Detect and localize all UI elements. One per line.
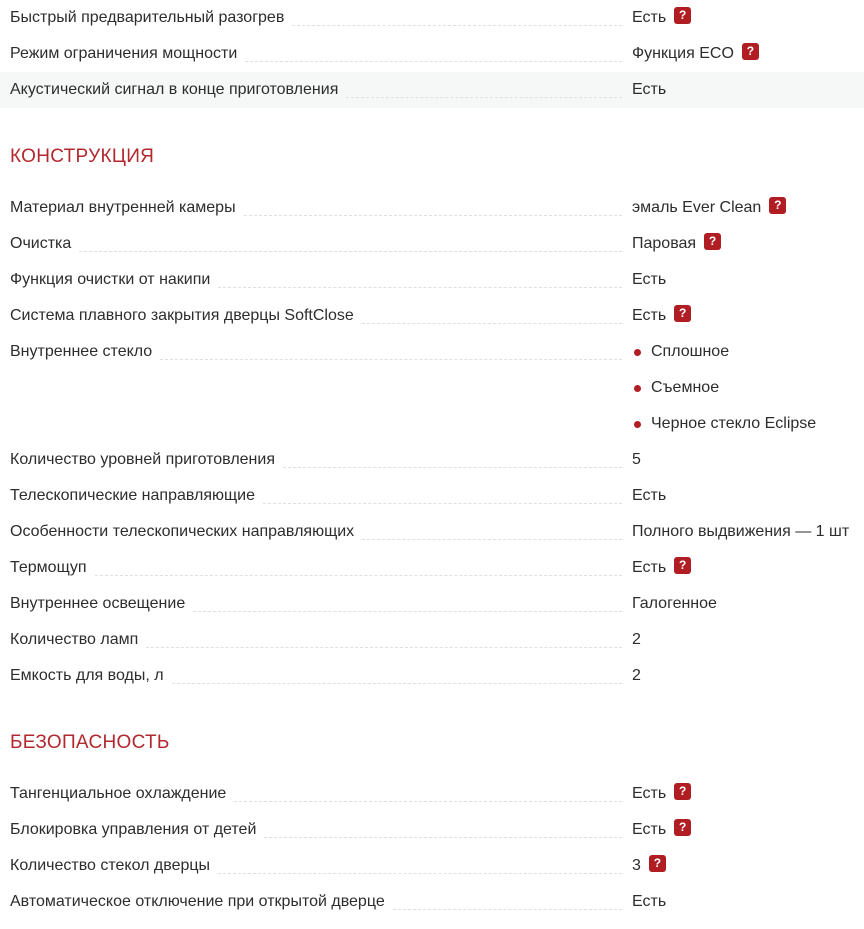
dotted-leader xyxy=(283,442,622,468)
spec-value-text: Есть xyxy=(632,81,667,98)
spec-row xyxy=(0,72,864,108)
help-icon[interactable]: ? xyxy=(674,305,691,322)
spec-row xyxy=(0,442,864,478)
dotted-leader xyxy=(362,514,622,540)
spec-row xyxy=(0,658,864,694)
dotted-leader xyxy=(193,586,622,612)
spec-value xyxy=(632,658,864,694)
spec-label: Тангенциальное охлаждение xyxy=(10,785,227,802)
spec-row xyxy=(0,514,864,550)
section-rows xyxy=(0,0,864,108)
spec-row xyxy=(0,622,864,658)
dotted-leader xyxy=(346,72,622,98)
spec-row xyxy=(0,36,864,72)
spec-value xyxy=(632,298,864,334)
help-icon[interactable]: ? xyxy=(649,855,666,872)
spec-row xyxy=(0,884,864,920)
spec-label: Режим ограничения мощности xyxy=(10,45,238,62)
dotted-leader xyxy=(146,622,622,648)
spec-value xyxy=(632,622,864,658)
section-rows xyxy=(0,190,864,694)
spec-value-text: Есть xyxy=(632,271,667,288)
spec-label: Особенности телескопических направляющих xyxy=(10,523,355,540)
bullet-item xyxy=(632,406,864,442)
spec-label: Очистка xyxy=(10,235,72,252)
spec-value-text: эмаль Ever Clean xyxy=(632,199,762,216)
dotted-leader xyxy=(263,478,622,504)
dotted-leader xyxy=(95,550,622,576)
spec-value-text: Есть xyxy=(632,785,667,802)
spec-value xyxy=(632,72,864,108)
spec-value-text: Есть xyxy=(632,487,667,504)
help-icon[interactable]: ? xyxy=(769,197,786,214)
spec-value-text: 2 xyxy=(632,667,641,684)
spec-row xyxy=(0,586,864,622)
bullet-icon xyxy=(634,349,641,356)
spec-label: Количество стекол дверцы xyxy=(10,857,211,874)
spec-value xyxy=(632,0,864,36)
spec-label: Система плавного закрытия дверцы SoftClose xyxy=(10,307,354,324)
dotted-leader xyxy=(79,226,622,252)
dotted-leader xyxy=(362,298,622,324)
spec-row xyxy=(0,550,864,586)
section-title: КОНСТРУКЦИЯ xyxy=(10,146,155,167)
spec-value xyxy=(632,586,864,622)
spec-value xyxy=(632,848,864,884)
dotted-leader xyxy=(218,262,622,288)
bullet-item-text: Съемное xyxy=(651,379,720,396)
help-icon[interactable]: ? xyxy=(674,557,691,574)
dotted-leader xyxy=(160,334,622,360)
spec-row xyxy=(0,0,864,36)
spec-label: Емкость для воды, л xyxy=(10,667,164,684)
spec-row xyxy=(0,478,864,514)
help-icon[interactable]: ? xyxy=(704,233,721,250)
spec-value xyxy=(632,550,864,586)
bullet-item-text: Черное стекло Eclipse xyxy=(651,415,817,432)
spec-row xyxy=(0,776,864,812)
dotted-leader xyxy=(244,190,622,216)
section-rows xyxy=(0,776,864,920)
spec-value-list xyxy=(632,334,864,442)
spec-label: Функция очистки от накипи xyxy=(10,271,211,288)
spec-value xyxy=(632,812,864,848)
spec-value-text: 5 xyxy=(632,451,641,468)
spec-row xyxy=(0,812,864,848)
spec-label: Термощуп xyxy=(10,559,87,576)
section-title: БЕЗОПАСНОСТЬ xyxy=(10,732,170,753)
spec-value xyxy=(632,226,864,262)
dotted-leader xyxy=(245,36,622,62)
spec-section xyxy=(0,146,864,694)
dotted-leader xyxy=(172,658,622,684)
spec-value-text: Есть xyxy=(632,307,667,324)
spec-value-text: Есть xyxy=(632,821,667,838)
spec-row xyxy=(0,190,864,226)
spec-value-text: Полного выдвижения — 1 шт xyxy=(632,523,850,540)
spec-value xyxy=(632,190,864,226)
spec-row xyxy=(0,298,864,334)
dotted-leader xyxy=(292,0,622,26)
spec-label: Количество ламп xyxy=(10,631,139,648)
spec-value xyxy=(632,262,864,298)
spec-value-text: 3 xyxy=(632,857,641,874)
bullet-item-text: Сплошное xyxy=(651,343,730,360)
bullet-item xyxy=(632,334,864,370)
spec-label: Автоматическое отключение при открытой дверце xyxy=(10,893,385,910)
spec-value xyxy=(632,514,864,550)
spec-value-text: Есть xyxy=(632,893,667,910)
help-icon[interactable]: ? xyxy=(674,7,691,24)
spec-value-text: Функция ECO xyxy=(632,45,734,62)
spec-label: Количество уровней приготовления xyxy=(10,451,275,468)
dotted-leader xyxy=(264,812,622,838)
help-icon[interactable]: ? xyxy=(674,819,691,836)
spec-value-text: 2 xyxy=(632,631,641,648)
dotted-leader xyxy=(393,884,622,910)
spec-label: Материал внутренней камеры xyxy=(10,199,236,216)
help-icon[interactable]: ? xyxy=(742,43,759,60)
spec-value xyxy=(632,478,864,514)
spec-row xyxy=(0,334,864,442)
spec-label: Внутреннее освещение xyxy=(10,595,186,612)
bullet-icon xyxy=(634,385,641,392)
spec-section xyxy=(0,732,864,920)
spec-value-text: Паровая xyxy=(632,235,697,252)
bullet-item xyxy=(632,370,864,406)
spec-section xyxy=(0,0,864,108)
spec-value-text: Есть xyxy=(632,9,667,26)
spec-row xyxy=(0,262,864,298)
spec-row xyxy=(0,848,864,884)
help-icon[interactable]: ? xyxy=(674,783,691,800)
dotted-leader xyxy=(218,848,622,874)
spec-value xyxy=(632,884,864,920)
spec-value xyxy=(632,334,864,442)
spec-value xyxy=(632,776,864,812)
spec-label: Быстрый предварительный разогрев xyxy=(10,9,285,26)
spec-value-text: Есть xyxy=(632,559,667,576)
spec-label: Внутреннее стекло xyxy=(10,343,153,360)
spec-value xyxy=(632,36,864,72)
spec-row xyxy=(0,226,864,262)
spec-value-text: Галогенное xyxy=(632,595,717,612)
spec-label: Акустический сигнал в конце приготовления xyxy=(10,81,339,98)
dotted-leader xyxy=(234,776,622,802)
bullet-icon xyxy=(634,421,641,428)
spec-label: Блокировка управления от детей xyxy=(10,821,257,838)
spec-value xyxy=(632,442,864,478)
spec-label: Телескопические направляющие xyxy=(10,487,255,504)
